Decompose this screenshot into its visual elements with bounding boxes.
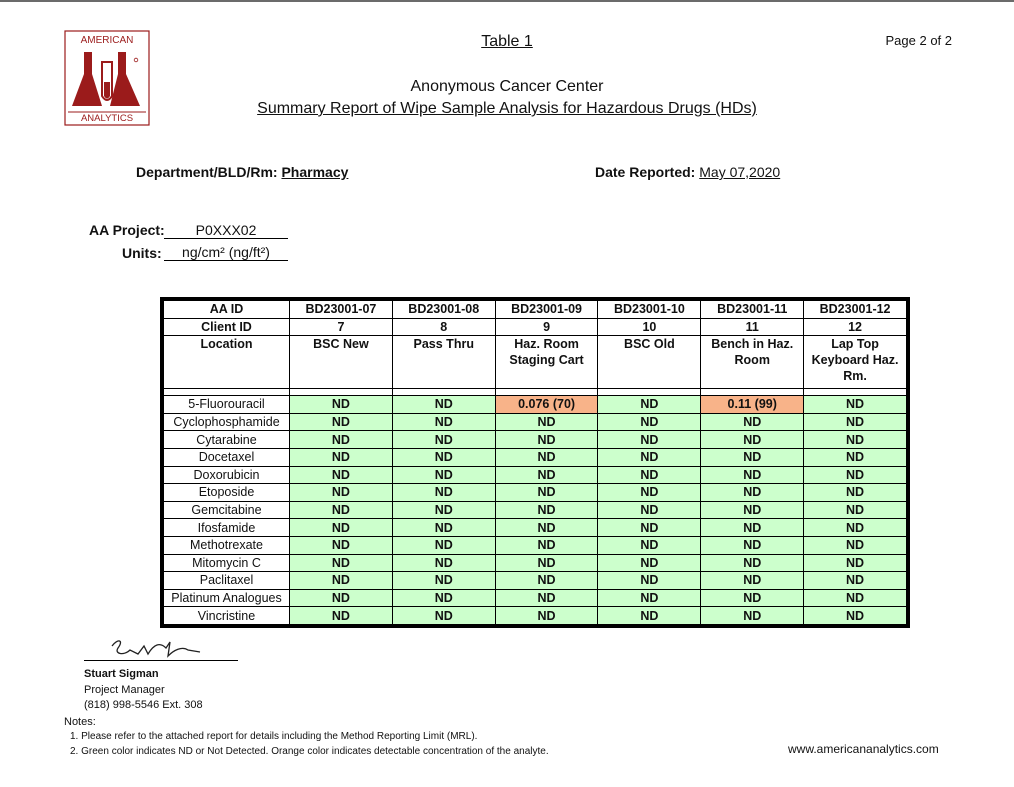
result-cell-nd: ND	[290, 413, 393, 431]
result-cell-nd: ND	[804, 589, 907, 607]
result-cell-nd: ND	[495, 413, 598, 431]
table-row	[164, 554, 907, 572]
project-value-wrap	[164, 222, 288, 240]
header-cell: BD23001-12	[804, 301, 907, 319]
table-row	[164, 519, 907, 537]
analyte-name: Paclitaxel	[164, 572, 290, 590]
result-cell-nd: ND	[701, 519, 804, 537]
result-cell-detected: 0.076 (70)	[495, 396, 598, 414]
table-title: Table 1	[481, 33, 533, 50]
department-label: Department/BLD/Rm:	[136, 164, 278, 180]
result-cell-nd: ND	[290, 519, 393, 537]
result-cell-nd: ND	[701, 448, 804, 466]
header-cell: 11	[701, 318, 804, 336]
analyte-name: Gemcitabine	[164, 501, 290, 519]
header-cell: 7	[290, 318, 393, 336]
header-cell: BSC New	[290, 336, 393, 389]
result-cell-nd: ND	[598, 484, 701, 502]
analyte-name: Vincristine	[164, 607, 290, 625]
project-label: AA Project:	[89, 222, 165, 238]
result-cell-nd: ND	[290, 466, 393, 484]
row-label: Location	[164, 336, 290, 389]
table-row	[164, 431, 907, 449]
report-title: Summary Report of Wipe Sample Analysis for Hazardous Drugs (HDs)	[257, 100, 757, 117]
signer-name: Stuart Sigman	[84, 668, 159, 680]
result-cell-nd: ND	[290, 536, 393, 554]
units-label: Units:	[122, 245, 162, 261]
result-cell-nd: ND	[392, 572, 495, 590]
date-reported-label: Date Reported:	[595, 164, 696, 180]
result-cell-nd: ND	[392, 413, 495, 431]
analyte-name: Etoposide	[164, 484, 290, 502]
result-cell-nd: ND	[290, 431, 393, 449]
signer-phone: (818) 998-5546 Ext. 308	[84, 699, 203, 711]
header-row-aa-id	[164, 301, 907, 319]
result-cell-nd: ND	[804, 466, 907, 484]
result-cell-nd: ND	[392, 448, 495, 466]
result-cell-nd: ND	[392, 396, 495, 414]
result-cell-nd: ND	[392, 554, 495, 572]
header-cell: 9	[495, 318, 598, 336]
analyte-name: Doxorubicin	[164, 466, 290, 484]
result-cell-nd: ND	[598, 554, 701, 572]
result-cell-nd: ND	[290, 589, 393, 607]
project-value: P0XXX02	[164, 222, 288, 239]
department-value: Pharmacy	[281, 164, 349, 180]
result-cell-nd: ND	[701, 572, 804, 590]
result-cell-nd: ND	[598, 536, 701, 554]
result-cell-nd: ND	[701, 501, 804, 519]
header-cell: BD23001-11	[701, 301, 804, 319]
result-cell-nd: ND	[392, 589, 495, 607]
result-cell-nd: ND	[598, 572, 701, 590]
result-cell-nd: ND	[392, 466, 495, 484]
result-cell-nd: ND	[495, 501, 598, 519]
header-cell: Lap Top Keyboard Haz. Rm.	[804, 336, 907, 389]
result-cell-nd: ND	[804, 396, 907, 414]
page-number: Page 2 of 2	[885, 33, 952, 48]
result-cell-nd: ND	[804, 413, 907, 431]
result-cell-nd: ND	[392, 484, 495, 502]
note-item: 1. Please refer to the attached report for details including the Method Reporting Limit (MRL).	[70, 731, 478, 742]
result-cell-nd: ND	[598, 607, 701, 625]
results-table	[163, 300, 907, 625]
header-cell: 10	[598, 318, 701, 336]
units-row	[122, 245, 162, 261]
department-row	[136, 164, 348, 180]
result-cell-nd: ND	[495, 572, 598, 590]
analyte-name: Cytarabine	[164, 431, 290, 449]
header-cell: BD23001-08	[392, 301, 495, 319]
result-cell-nd: ND	[290, 572, 393, 590]
results-table-frame	[160, 297, 910, 628]
result-cell-nd: ND	[495, 484, 598, 502]
result-cell-nd: ND	[701, 607, 804, 625]
header-cell: BSC Old	[598, 336, 701, 389]
result-cell-nd: ND	[598, 519, 701, 537]
spacer-row	[164, 389, 907, 396]
result-cell-nd: ND	[290, 501, 393, 519]
table-row	[164, 501, 907, 519]
result-cell-nd: ND	[804, 431, 907, 449]
result-cell-nd: ND	[495, 607, 598, 625]
organization-name: Anonymous Cancer Center	[410, 78, 604, 95]
logo-top-text: AMERICAN	[80, 35, 134, 46]
result-cell-nd: ND	[495, 466, 598, 484]
result-cell-nd: ND	[495, 519, 598, 537]
row-label: Client ID	[164, 318, 290, 336]
header-cell: Pass Thru	[392, 336, 495, 389]
result-cell-nd: ND	[495, 554, 598, 572]
units-value-wrap	[164, 244, 288, 262]
result-cell-nd: ND	[598, 413, 701, 431]
result-cell-nd: ND	[598, 589, 701, 607]
result-cell-nd: ND	[392, 536, 495, 554]
result-cell-nd: ND	[701, 589, 804, 607]
result-cell-nd: ND	[701, 554, 804, 572]
table-row	[164, 396, 907, 414]
result-cell-nd: ND	[290, 554, 393, 572]
header-cell: 8	[392, 318, 495, 336]
analyte-name: Docetaxel	[164, 448, 290, 466]
logo-bottom-text: ANALYTICS	[80, 113, 134, 124]
result-cell-nd: ND	[495, 589, 598, 607]
result-cell-nd: ND	[598, 396, 701, 414]
analyte-name: Cyclophosphamide	[164, 413, 290, 431]
result-cell-nd: ND	[290, 396, 393, 414]
analyte-name: Platinum Analogues	[164, 589, 290, 607]
analyte-name: Ifosfamide	[164, 519, 290, 537]
table-row	[164, 413, 907, 431]
row-label: AA ID	[164, 301, 290, 319]
result-cell-nd: ND	[392, 431, 495, 449]
header-row-location	[164, 336, 907, 389]
project-row	[89, 222, 165, 238]
analyte-name: 5-Fluorouracil	[164, 396, 290, 414]
notes-heading: Notes:	[64, 716, 96, 728]
result-cell-nd: ND	[598, 448, 701, 466]
result-cell-nd: ND	[392, 501, 495, 519]
header-cell: BD23001-07	[290, 301, 393, 319]
analyte-name: Methotrexate	[164, 536, 290, 554]
units-value: ng/cm² (ng/ft²)	[164, 244, 288, 261]
result-cell-nd: ND	[598, 501, 701, 519]
result-cell-nd: ND	[495, 536, 598, 554]
table-row	[164, 448, 907, 466]
result-cell-nd: ND	[598, 431, 701, 449]
top-rule	[0, 0, 1014, 2]
header-cell: BD23001-10	[598, 301, 701, 319]
result-cell-nd: ND	[804, 572, 907, 590]
result-cell-nd: ND	[701, 431, 804, 449]
analyte-name: Mitomycin C	[164, 554, 290, 572]
result-cell-detected: 0.11 (99)	[701, 396, 804, 414]
result-cell-nd: ND	[701, 536, 804, 554]
result-cell-nd: ND	[804, 554, 907, 572]
result-cell-nd: ND	[701, 466, 804, 484]
table-row	[164, 589, 907, 607]
result-cell-nd: ND	[598, 466, 701, 484]
signature-line	[84, 660, 238, 661]
result-cell-nd: ND	[495, 431, 598, 449]
result-cell-nd: ND	[392, 519, 495, 537]
result-cell-nd: ND	[392, 607, 495, 625]
result-cell-nd: ND	[804, 501, 907, 519]
header-row-client-id	[164, 318, 907, 336]
result-cell-nd: ND	[701, 484, 804, 502]
result-cell-nd: ND	[804, 607, 907, 625]
result-cell-nd: ND	[804, 536, 907, 554]
header-cell: Haz. Room Staging Cart	[495, 336, 598, 389]
table-row	[164, 536, 907, 554]
date-reported-row	[595, 164, 780, 180]
table-row	[164, 607, 907, 625]
table-row	[164, 572, 907, 590]
result-cell-nd: ND	[290, 607, 393, 625]
header-cell: BD23001-09	[495, 301, 598, 319]
date-reported-value: May 07,2020	[699, 164, 781, 180]
result-cell-nd: ND	[701, 413, 804, 431]
table-row	[164, 484, 907, 502]
header-cell: Bench in Haz. Room	[701, 336, 804, 389]
result-cell-nd: ND	[804, 448, 907, 466]
result-cell-nd: ND	[290, 484, 393, 502]
header-cell: 12	[804, 318, 907, 336]
result-cell-nd: ND	[804, 519, 907, 537]
result-cell-nd: ND	[804, 484, 907, 502]
result-cell-nd: ND	[495, 448, 598, 466]
website-text: www.americananalytics.com	[788, 742, 939, 756]
note-item: 2. Green color indicates ND or Not Detected. Orange color indicates detectable concentration of the analyte.	[70, 746, 549, 757]
table-row	[164, 466, 907, 484]
result-cell-nd: ND	[290, 448, 393, 466]
signer-title: Project Manager	[84, 684, 165, 696]
